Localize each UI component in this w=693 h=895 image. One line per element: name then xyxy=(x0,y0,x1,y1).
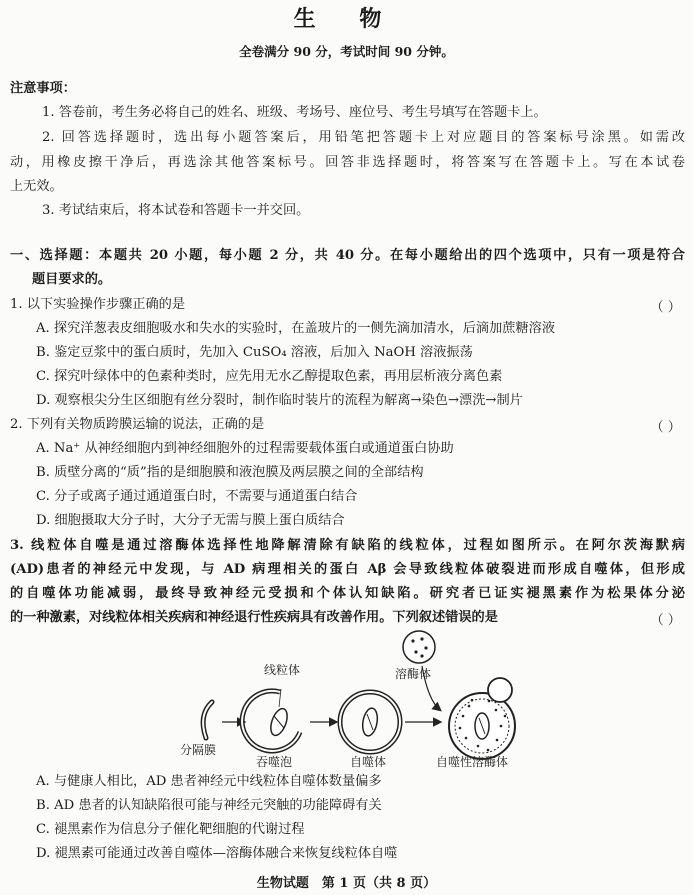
page-title: 生 物 xyxy=(293,6,400,32)
q1-option-b: B. 鉴定豆浆中的蛋白质时，先加入 CuSO₄ 溶液，后加入 NaOH 溶液振荡 xyxy=(36,345,473,360)
q3-option-a: A. 与健康人相比，AD 患者神经元中线粒体自噬体数量偏多 xyxy=(36,774,382,789)
label-mitochondrion: 线粒体 xyxy=(264,663,301,677)
section-heading: 一、选择题：本题共 20 小题，每小题 2 分，共 40 分。在每小题给出的四个选项中，只有一项是符合 xyxy=(10,248,685,263)
question-3-stem: 3. 线粒体自噬是通过溶酶体选择性地降解清除有缺陷的线粒体，过程如图所示。在阿尔茨海默病 xyxy=(10,538,685,553)
q2-option-c: C. 分子或离子通过通道蛋白时，不需要与通道蛋白结合 xyxy=(36,489,358,504)
lysosome xyxy=(403,631,435,663)
notice-item-3: 3. 考试结束后，将本试卷和答题卡一并交回。 xyxy=(42,203,310,218)
notice-heading: 注意事项： xyxy=(10,81,76,96)
label-phagophore: 吞噬泡 xyxy=(256,755,293,769)
q2-option-d: D. 细胞摄取大分子时，大分子无需与膜上蛋白质结合 xyxy=(36,513,345,528)
label-autophagosome: 自噬体 xyxy=(350,755,387,769)
q3-option-c: C. 褪黑素作为信息分子催化靶细胞的代谢过程 xyxy=(36,822,305,837)
q2-option-b: B. 质壁分离的“质”指的是细胞膜和液泡膜及两层膜之间的全部结构 xyxy=(36,465,424,480)
question-2-stem: 2. 下列有关物质跨膜运输的说法，正确的是 xyxy=(10,417,265,432)
question-3-stem-2: (AD)患者的神经元中发现，与 AD 病理相关的蛋白 Aβ 会导致线粒体破裂进而形成自噬体，但形成 xyxy=(10,562,685,577)
label-autolysosome: 自噬性溶酶体 xyxy=(436,755,509,769)
notice-item-2: 2. 回答选择题时，选出每小题答案后，用铅笔把答题卡上对应题目的答案标号涂黑。如需改 xyxy=(42,130,685,145)
page-footer: 生物试题 第 1 页（共 8 页） xyxy=(256,876,437,891)
q1-option-a: A. 探究洋葱表皮细胞吸水和失水的实验时，在盖玻片的一侧先滴加清水，后滴加蔗糖溶液 xyxy=(36,321,556,336)
notice-item-2-cont: 动，用橡皮擦干净后，再选涂其他答案标号。回答非选择题时，将答案写在答题卡上。写在本试卷 xyxy=(10,155,685,170)
q2-option-a: A. Na⁺ 从神经细胞内到神经细胞外的过程需要载体蛋白或通道蛋白协助 xyxy=(36,441,454,456)
q1-option-c: C. 探究叶绿体中的色素种类时，应先用无水乙醇提取色素，再用层析液分离色素 xyxy=(36,369,503,384)
notice-item-2-end: 上无效。 xyxy=(10,179,63,194)
notice-item-1: 1. 答卷前，考生务必将自己的姓名、班级、考场号、座位号、考生号填写在答题卡上。 xyxy=(42,105,547,120)
label-lysosome: 溶酶体 xyxy=(395,667,432,681)
question-3-stem-3: 的自噬体功能减弱，最终导致神经元受损和个体认知缺陷。研究者已证实褪黑素作为松果体分泌 xyxy=(10,586,685,601)
q1-option-d: D. 观察根尖分生区细胞有丝分裂时，制作临时装片的流程为解离→染色→漂洗→制片 xyxy=(36,393,523,408)
label-isolation-membrane: 分隔膜 xyxy=(180,743,217,757)
answer-paren: （ ） xyxy=(650,420,681,435)
q3-option-d: D. 褪黑素可能通过改善自噬体—溶酶体融合来恢复线粒体自噬 xyxy=(36,846,398,861)
section-heading-cont: 题目要求的。 xyxy=(32,272,112,287)
answer-paren: （ ） xyxy=(650,613,681,628)
question-3-stem-4: 的一种激素，对线粒体相关疾病和神经退行性疾病具有改善作用。下列叙述错误的是 xyxy=(10,610,498,625)
q3-option-b: B. AD 患者的认知缺陷很可能与神经元突触的功能障碍有关 xyxy=(36,798,382,813)
exam-info: 全卷满分 90 分，考试时间 90 分钟。 xyxy=(239,44,454,59)
answer-paren: （ ） xyxy=(650,300,681,315)
question-1-stem: 1. 以下实验操作步骤正确的是 xyxy=(10,297,186,312)
mitophagy-diagram xyxy=(160,630,540,770)
